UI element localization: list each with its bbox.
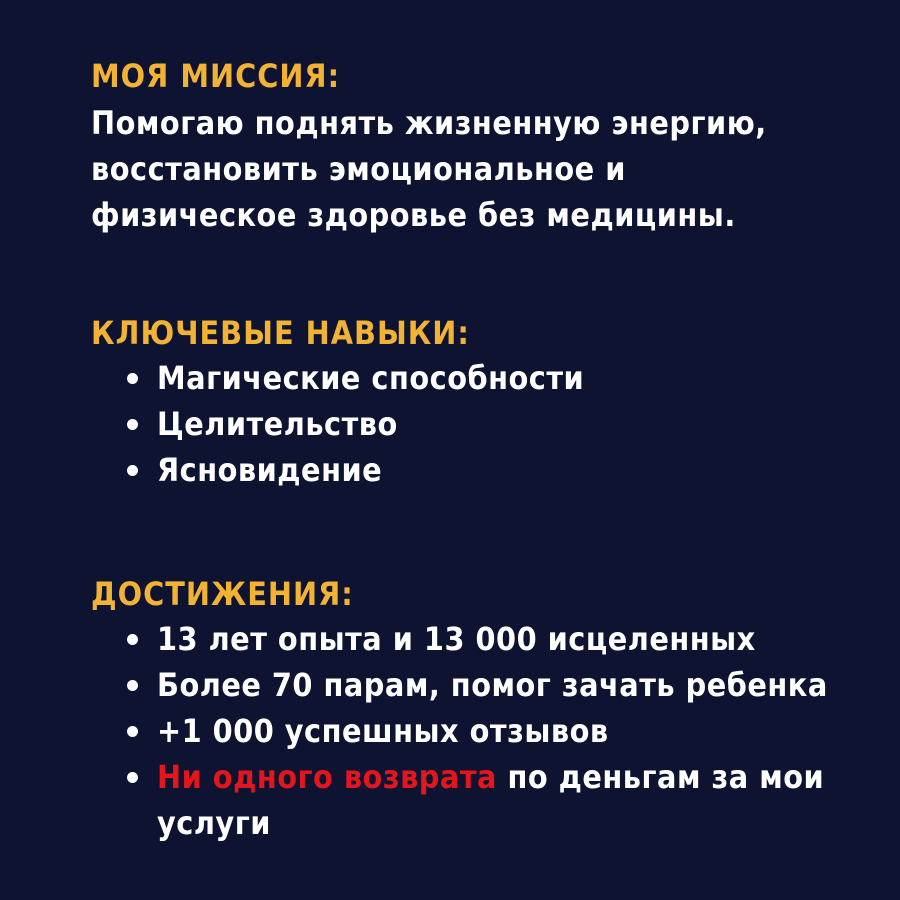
- mission-line: восстановить эмоциональное и: [91, 150, 626, 188]
- mission-section: [91, 56, 871, 238]
- mission-heading: МОЯ МИССИЯ:: [91, 57, 341, 95]
- list-item: [91, 401, 871, 447]
- mission-line: Помогаю поднять жизненную энергию,: [91, 104, 767, 142]
- achievement-label: 13 лет опыта и 13 000 исцеленных: [157, 620, 756, 658]
- bullet-icon: [127, 465, 138, 476]
- skills-list: [91, 355, 871, 493]
- achievements-list: [91, 616, 871, 846]
- list-item: [91, 754, 871, 846]
- list-item: [91, 708, 871, 754]
- bullet-icon: [127, 680, 138, 691]
- mission-text: [91, 100, 871, 238]
- bullet-icon: [127, 373, 138, 384]
- skills-section: [91, 313, 871, 493]
- achievement-label: по деньгам за мои: [496, 758, 825, 796]
- bullet-icon: [127, 634, 138, 645]
- bullet-icon: [127, 419, 138, 430]
- skills-heading: КЛЮЧЕВЫЕ НАВЫКИ:: [91, 314, 470, 352]
- skill-label: Целительство: [157, 405, 398, 443]
- achievement-label: Более 70 парам, помог зачать ребенка: [157, 666, 828, 704]
- achievement-label: +1 000 успешных отзывов: [157, 712, 609, 750]
- achievements-heading: ДОСТИЖЕНИЯ:: [91, 575, 354, 613]
- bullet-icon: [127, 726, 138, 737]
- achievement-label-continued: услуги: [157, 804, 271, 842]
- skill-label: Ясновидение: [157, 451, 383, 489]
- mission-line: физическое здоровье без медицины.: [91, 196, 736, 234]
- list-item: [91, 447, 871, 493]
- highlight-text: Ни одного возврата: [157, 758, 497, 796]
- bullet-icon: [127, 772, 138, 783]
- list-item: [91, 662, 871, 708]
- list-item: [91, 355, 871, 401]
- list-item: [91, 616, 871, 662]
- achievements-section: [91, 574, 871, 846]
- skill-label: Магические способности: [157, 359, 585, 397]
